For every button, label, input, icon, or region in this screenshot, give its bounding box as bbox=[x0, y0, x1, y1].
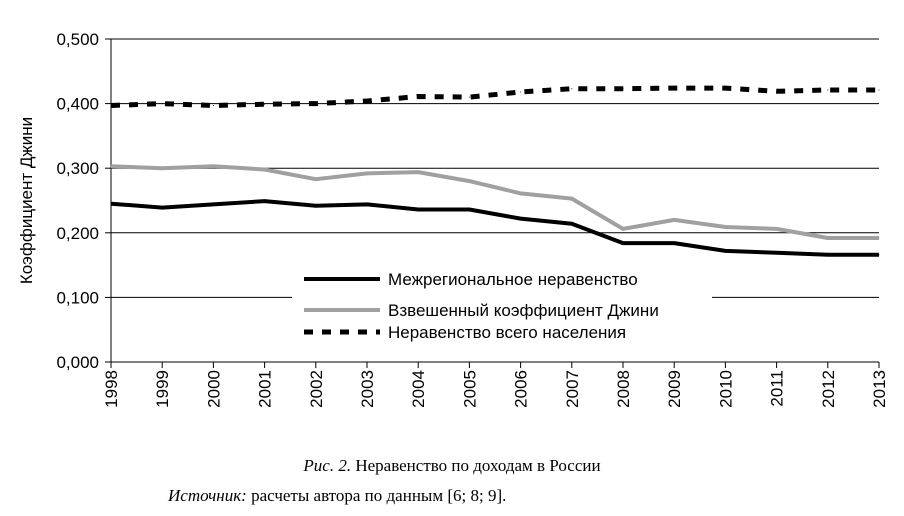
series-2-point bbox=[623, 228, 624, 229]
series-1-point bbox=[264, 201, 265, 202]
series-1-point bbox=[469, 209, 470, 210]
y-tick-label: 0,100 bbox=[56, 288, 99, 308]
series-1-point bbox=[111, 203, 112, 204]
series-2-point bbox=[827, 237, 828, 238]
series-3-point bbox=[725, 88, 726, 89]
x-tick-label: 2002 bbox=[306, 370, 326, 408]
series-2-point bbox=[418, 172, 419, 173]
series-line-3 bbox=[111, 88, 879, 105]
figure-title: Неравенство по доходам в России bbox=[355, 456, 601, 475]
figure-label: Рис. 2. bbox=[303, 456, 352, 475]
series-1-point bbox=[623, 243, 624, 244]
legend-label: Неравенство всего населения bbox=[388, 323, 627, 342]
x-tick-label: 2000 bbox=[204, 370, 224, 408]
series-3-point bbox=[418, 96, 419, 97]
y-tick-label: 0,400 bbox=[56, 94, 99, 114]
series-3-point bbox=[674, 88, 675, 89]
series-1-point bbox=[776, 252, 777, 253]
series-3-point bbox=[827, 90, 828, 91]
series-1-point bbox=[213, 204, 214, 205]
series-3-point bbox=[469, 97, 470, 98]
series-1-point bbox=[367, 204, 368, 205]
x-tick-label: 2006 bbox=[511, 370, 531, 408]
x-tick-label: 2008 bbox=[614, 370, 633, 408]
y-tick-label: 0,300 bbox=[56, 159, 99, 179]
series-1-point bbox=[418, 209, 419, 210]
source-text: расчеты автора по данным [6; 8; 9]. bbox=[251, 486, 507, 505]
x-tick-label: 2010 bbox=[716, 370, 736, 408]
x-tick-label: 2005 bbox=[460, 370, 480, 408]
series-3-point bbox=[111, 105, 112, 106]
series-3-point bbox=[162, 103, 163, 104]
series-1-point bbox=[725, 250, 726, 251]
series-2-point bbox=[264, 169, 265, 170]
series-2-point bbox=[469, 181, 470, 182]
legend bbox=[292, 262, 712, 346]
series-2-point bbox=[162, 168, 163, 169]
x-tick-label: 2009 bbox=[665, 370, 685, 408]
series-3-point bbox=[264, 104, 265, 105]
x-tick-label: 2013 bbox=[870, 370, 889, 408]
series-2-point bbox=[725, 226, 726, 227]
series-3-point bbox=[776, 91, 777, 92]
series-2-point bbox=[213, 166, 214, 167]
series-1-point bbox=[827, 254, 828, 255]
series-2-point bbox=[111, 166, 112, 167]
series-2-point bbox=[879, 237, 880, 238]
series-3-point bbox=[367, 101, 368, 102]
series-3-point bbox=[213, 105, 214, 106]
y-axis-title: Коэффициент Джини bbox=[17, 116, 36, 285]
y-tick-label: 0,200 bbox=[56, 223, 99, 243]
series-1-point bbox=[571, 223, 572, 224]
series-1-point bbox=[674, 243, 675, 244]
y-tick-label: 0,000 bbox=[56, 353, 99, 372]
x-tick-label: 2007 bbox=[562, 370, 582, 408]
series-2-point bbox=[315, 179, 316, 180]
series-2-point bbox=[674, 219, 675, 220]
series-1-point bbox=[162, 207, 163, 208]
figure-source bbox=[168, 486, 506, 506]
series-3-point bbox=[315, 103, 316, 104]
legend-label: Взвешенный коэффициент Джини bbox=[388, 301, 659, 320]
figure-caption bbox=[0, 456, 904, 476]
series-3-point bbox=[571, 88, 572, 89]
source-label: Источник: bbox=[168, 486, 247, 505]
y-tick-label: 0,500 bbox=[56, 30, 99, 49]
x-tick-label: 2004 bbox=[409, 370, 429, 408]
x-tick-label: 1999 bbox=[153, 370, 173, 408]
x-tick-label: 1998 bbox=[102, 370, 121, 408]
series-2-point bbox=[520, 193, 521, 194]
x-tick-label: 2003 bbox=[358, 370, 377, 408]
series-3-point bbox=[520, 91, 521, 92]
legend-label: Межрегиональное неравенство bbox=[388, 270, 638, 289]
series-2-point bbox=[776, 228, 777, 229]
series-2-point bbox=[367, 173, 368, 174]
x-tick-label: 2012 bbox=[818, 370, 838, 408]
series-3-point bbox=[879, 90, 880, 91]
series-2-point bbox=[571, 198, 572, 199]
x-tick-label: 2011 bbox=[767, 370, 787, 407]
series-1-point bbox=[315, 205, 316, 206]
x-tick-label: 2001 bbox=[255, 370, 275, 408]
series-1-point bbox=[879, 254, 880, 255]
series-3-point bbox=[623, 88, 624, 89]
series-1-point bbox=[520, 218, 521, 219]
